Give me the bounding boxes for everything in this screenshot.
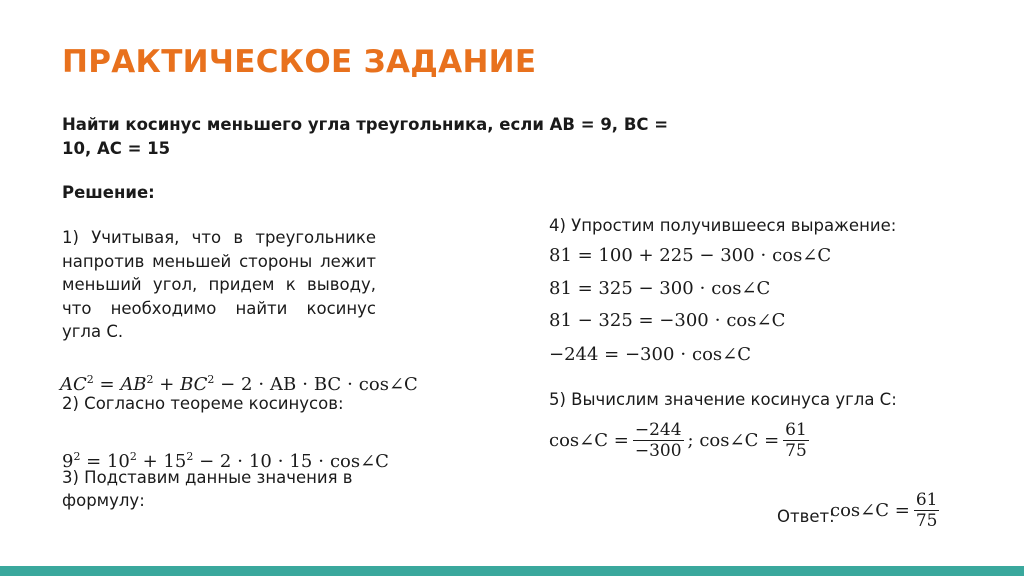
formula-term: 9 — [62, 451, 74, 472]
fraction-numerator: −244 — [634, 420, 682, 440]
step-1-text: 1) Учитывая, что в треугольнике напротив меньшей стороны лежит меньший угол, придем к выводу, что необходимо найти косинус угла С. — [62, 228, 376, 341]
fraction-denominator: 75 — [915, 511, 938, 532]
simplify-equation: −244 = −300 ⋅ cos∠C — [549, 344, 752, 365]
fraction-prefix: cos∠C = — [830, 500, 910, 522]
bottom-accent-bar — [0, 566, 1024, 576]
page-title: ПРАКТИЧЕСКОЕ ЗАДАНИЕ — [62, 44, 537, 80]
cosine-value-formula — [549, 420, 813, 461]
answer-label: Ответ: — [777, 507, 835, 526]
fraction-prefix: cos∠C = — [699, 430, 780, 452]
simplify-equation: 81 = 100 + 225 − 300 ⋅ cos∠C — [549, 245, 832, 266]
formula-rest: − 2 ⋅ 10 ⋅ 15 ⋅ cos∠C — [199, 451, 389, 472]
fraction-numerator: 61 — [785, 420, 807, 440]
formula-term: 15 — [163, 451, 187, 472]
substituted-formula: $9^2 = 10^2 + 15^2 - 2 \cdot 10 \cdot 15$ ⋅ cos∠C — [62, 450, 389, 472]
step-2-text: 2) Согласно теореме косинусов: — [62, 394, 344, 413]
simplify-equation: 81 = 325 − 300 ⋅ cos∠C — [549, 278, 771, 299]
fraction-prefix: cos∠C = — [549, 430, 629, 452]
answer-formula — [830, 490, 943, 531]
formula-term: 10 — [106, 451, 130, 472]
fraction — [914, 490, 940, 531]
step-3-text: 3) Подставим данные значения в формулу: — [62, 468, 353, 510]
task-statement: Найти косинус меньшего угла треугольника, если АВ = 9, ВС = 10, АС = 15 — [62, 115, 669, 158]
formula-term: AC — [60, 374, 87, 395]
separator: ; — [687, 430, 694, 452]
solution-heading: Решение: — [62, 183, 155, 202]
step-4-text: 4) Упростим получившееся выражение: — [549, 216, 897, 235]
formula-term: AB — [120, 374, 147, 395]
simplify-equation: 81 − 325 = −300 ⋅ cos∠C — [549, 310, 786, 331]
fraction-denominator: −300 — [634, 441, 682, 462]
fraction-denominator: 75 — [785, 441, 807, 462]
fraction — [633, 420, 684, 461]
fraction — [783, 420, 809, 461]
step-5-text: 5) Вычислим значение косинуса угла С: — [549, 390, 897, 409]
formula-rest: − 2 ⋅ AB ⋅ BC ⋅ cos∠C — [220, 374, 418, 395]
formula-term: BC — [180, 374, 208, 395]
cosine-law-formula: $AC^2 = AB^2 + BC^2 - 2$ ⋅ AB ⋅ BC ⋅ cos∠C — [60, 373, 418, 395]
fraction-numerator: 61 — [915, 490, 938, 510]
